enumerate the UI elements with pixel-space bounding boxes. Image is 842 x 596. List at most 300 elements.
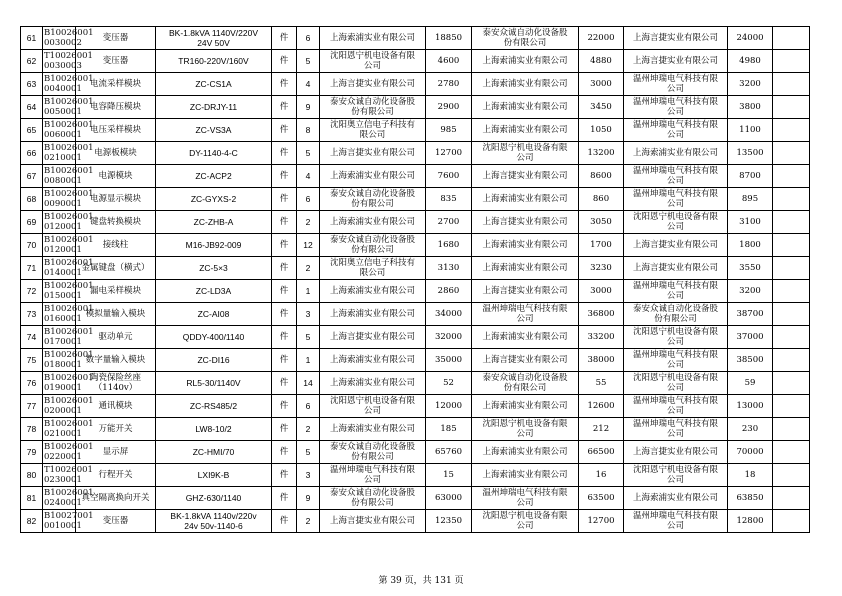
- model-spec-cell: GHZ-630/1140: [156, 487, 272, 510]
- unit-cell: 件: [272, 418, 297, 441]
- supplier-3-cell: 上海索浦实业有限公司: [624, 142, 728, 165]
- table-row: [21, 303, 810, 326]
- supplier-3-cell: 温州坤瑞电气科技有限 公司: [624, 165, 728, 188]
- price-1-cell: 985: [426, 119, 472, 142]
- supplier-2-cell: 上海言捷实业有限公司: [472, 211, 579, 234]
- item-name-cell: 通讯模块: [76, 395, 156, 418]
- item-name-cell: 陶瓷保险丝座 （1140v）: [76, 372, 156, 395]
- price-2-cell: 4880: [579, 50, 624, 73]
- price-3-cell: 18: [728, 464, 773, 487]
- price-2-cell: 3000: [579, 280, 624, 303]
- row-number-cell: 81: [21, 487, 43, 510]
- price-3-cell: 1800: [728, 234, 773, 257]
- unit-cell: 件: [272, 142, 297, 165]
- supplier-3-cell: 沈阳恩宁机电设备有限 公司: [624, 211, 728, 234]
- supplier-2-cell: 泰安众诚自动化设备股 份有限公司: [472, 372, 579, 395]
- supplier-3-cell: 上海言捷实业有限公司: [624, 234, 728, 257]
- price-2-cell: 3050: [579, 211, 624, 234]
- row-number-cell: 63: [21, 73, 43, 96]
- supplier-3-cell: 温州坤瑞电气科技有限 公司: [624, 349, 728, 372]
- table-row: [21, 280, 810, 303]
- item-name-cell: 显示屏: [76, 441, 156, 464]
- blank-cell: [773, 188, 810, 211]
- supplier-1-cell: 泰安众诚自动化设备股 份有限公司: [320, 487, 426, 510]
- page-number-footer: 第 39 页，共 131 页: [378, 576, 464, 586]
- price-2-cell: 16: [579, 464, 624, 487]
- row-number-cell: 77: [21, 395, 43, 418]
- price-1-cell: 2700: [426, 211, 472, 234]
- supplier-1-cell: 上海言捷实业有限公司: [320, 326, 426, 349]
- model-spec-cell: ZC-ZHB-A: [156, 211, 272, 234]
- quantity-cell: 14: [297, 372, 320, 395]
- table-row: [21, 50, 810, 73]
- blank-cell: [773, 441, 810, 464]
- blank-cell: [773, 418, 810, 441]
- material-code-cell: B10026001 0090001: [44, 189, 94, 209]
- blank-cell: [773, 119, 810, 142]
- supplier-2-cell: 沈阳恩宁机电设备有限 公司: [472, 510, 579, 533]
- item-name-cell: 电源模块: [76, 165, 156, 188]
- row-number-cell: 82: [21, 510, 43, 533]
- price-3-cell: 24000: [728, 27, 773, 50]
- quantity-cell: 5: [297, 441, 320, 464]
- table-row: [21, 211, 810, 234]
- unit-cell: 件: [272, 73, 297, 96]
- table-row: [21, 73, 810, 96]
- price-1-cell: 18850: [426, 27, 472, 50]
- quantity-cell: 4: [297, 165, 320, 188]
- supplier-2-cell: 上海言捷实业有限公司: [472, 165, 579, 188]
- row-number-cell: 62: [21, 50, 43, 73]
- supplier-2-cell: 沈阳恩宁机电设备有限 公司: [472, 418, 579, 441]
- price-3-cell: 38500: [728, 349, 773, 372]
- quantity-cell: 5: [297, 142, 320, 165]
- model-spec-cell: M16-JB92-009: [156, 234, 272, 257]
- material-code-cell: B10026001 0220001: [44, 442, 94, 462]
- price-1-cell: 12700: [426, 142, 472, 165]
- model-spec-cell: BK-1.8kVA 1140v/220v 24v 50v-1140-6: [156, 510, 272, 533]
- model-spec-cell: ZC-DRJY-11: [156, 96, 272, 119]
- supplier-3-cell: 温州坤瑞电气科技有限 公司: [624, 188, 728, 211]
- price-1-cell: 52: [426, 372, 472, 395]
- supplier-2-cell: 温州坤瑞电气科技有限 公司: [472, 303, 579, 326]
- quantity-cell: 12: [297, 234, 320, 257]
- unit-cell: 件: [272, 441, 297, 464]
- price-1-cell: 4600: [426, 50, 472, 73]
- supplier-3-cell: 温州坤瑞电气科技有限 公司: [624, 119, 728, 142]
- supplier-1-cell: 沈阳奥立信电子科技有 限公司: [320, 257, 426, 280]
- table-row: [21, 326, 810, 349]
- unit-cell: 件: [272, 303, 297, 326]
- item-name-cell: 电源显示模块: [76, 188, 156, 211]
- quantity-cell: 5: [297, 326, 320, 349]
- supplier-1-cell: 上海言捷实业有限公司: [320, 73, 426, 96]
- material-code-cell: B10026001 0030002: [44, 28, 94, 48]
- supplier-2-cell: 上海言捷实业有限公司: [472, 280, 579, 303]
- supplier-3-cell: 温州坤瑞电气科技有限 公司: [624, 73, 728, 96]
- price-3-cell: 70000: [728, 441, 773, 464]
- item-name-cell: 真空隔离换向开关: [76, 487, 156, 510]
- item-name-cell: 数字量输入模块: [76, 349, 156, 372]
- unit-cell: 件: [272, 395, 297, 418]
- price-1-cell: 185: [426, 418, 472, 441]
- supplier-2-cell: 上海索浦实业有限公司: [472, 326, 579, 349]
- item-name-cell: 变压器: [76, 510, 156, 533]
- row-number-cell: 75: [21, 349, 43, 372]
- blank-cell: [773, 73, 810, 96]
- price-3-cell: 13000: [728, 395, 773, 418]
- price-1-cell: 1680: [426, 234, 472, 257]
- item-name-cell: 模拟量输入模块: [76, 303, 156, 326]
- unit-cell: 件: [272, 165, 297, 188]
- price-1-cell: 3130: [426, 257, 472, 280]
- price-2-cell: 63500: [579, 487, 624, 510]
- price-1-cell: 2900: [426, 96, 472, 119]
- row-number-cell: 70: [21, 234, 43, 257]
- table-row: [21, 441, 810, 464]
- blank-cell: [773, 280, 810, 303]
- quantity-cell: 9: [297, 96, 320, 119]
- unit-cell: 件: [272, 50, 297, 73]
- quantity-cell: 2: [297, 418, 320, 441]
- supplier-2-cell: 上海言捷实业有限公司: [472, 349, 579, 372]
- item-name-cell: 万能开关: [76, 418, 156, 441]
- blank-cell: [773, 464, 810, 487]
- model-spec-cell: ZC-RS485/2: [156, 395, 272, 418]
- blank-cell: [773, 165, 810, 188]
- quantity-cell: 4: [297, 73, 320, 96]
- unit-cell: 件: [272, 211, 297, 234]
- item-name-cell: 电压采样模块: [76, 119, 156, 142]
- material-code-cell: B10026001 0050001: [44, 97, 94, 117]
- price-1-cell: 32000: [426, 326, 472, 349]
- price-2-cell: 38000: [579, 349, 624, 372]
- item-name-cell: 驱动单元: [76, 326, 156, 349]
- price-3-cell: 4980: [728, 50, 773, 73]
- table-row: [21, 372, 810, 395]
- unit-cell: 件: [272, 119, 297, 142]
- unit-cell: 件: [272, 372, 297, 395]
- price-3-cell: 895: [728, 188, 773, 211]
- model-spec-cell: BK-1.8kVA 1140V/220V 24V 50V: [156, 27, 272, 50]
- model-spec-cell: ZC-HMI/70: [156, 441, 272, 464]
- row-number-cell: 78: [21, 418, 43, 441]
- price-2-cell: 1050: [579, 119, 624, 142]
- supplier-2-cell: 上海索浦实业有限公司: [472, 464, 579, 487]
- material-code-cell: B10026001 0180001: [44, 350, 94, 370]
- item-name-cell: 电流采样模块: [76, 73, 156, 96]
- item-name-cell: 接线柱: [76, 234, 156, 257]
- quantity-cell: 9: [297, 487, 320, 510]
- model-spec-cell: TR160-220V/160V: [156, 50, 272, 73]
- table-body: [21, 27, 810, 533]
- quantity-cell: 1: [297, 349, 320, 372]
- material-code-cell: B10027001 0010001: [44, 511, 94, 531]
- material-code-cell: B10026001 0060001: [44, 120, 94, 140]
- supplier-3-cell: 温州坤瑞电气科技有限 公司: [624, 395, 728, 418]
- price-1-cell: 34000: [426, 303, 472, 326]
- supplier-1-cell: 上海索浦实业有限公司: [320, 165, 426, 188]
- supplier-1-cell: 上海索浦实业有限公司: [320, 211, 426, 234]
- quantity-cell: 3: [297, 303, 320, 326]
- supplier-1-cell: 上海索浦实业有限公司: [320, 418, 426, 441]
- supplier-1-cell: 上海索浦实业有限公司: [320, 372, 426, 395]
- price-1-cell: 35000: [426, 349, 472, 372]
- price-1-cell: 15: [426, 464, 472, 487]
- model-spec-cell: ZC-LD3A: [156, 280, 272, 303]
- table-row: [21, 487, 810, 510]
- item-name-cell: 变压器: [76, 50, 156, 73]
- material-code-cell: B10026001 0120001: [44, 212, 94, 232]
- row-number-cell: 74: [21, 326, 43, 349]
- price-3-cell: 1100: [728, 119, 773, 142]
- item-name-cell: 电容降压模块: [76, 96, 156, 119]
- unit-cell: 件: [272, 96, 297, 119]
- material-code-cell: B10026001 0170001: [44, 327, 94, 347]
- supplier-3-cell: 上海言捷实业有限公司: [624, 257, 728, 280]
- table-row: [21, 464, 810, 487]
- blank-cell: [773, 372, 810, 395]
- price-3-cell: 230: [728, 418, 773, 441]
- supplier-1-cell: 上海索浦实业有限公司: [320, 280, 426, 303]
- supplier-3-cell: 温州坤瑞电气科技有限 公司: [624, 280, 728, 303]
- price-3-cell: 13500: [728, 142, 773, 165]
- price-1-cell: 835: [426, 188, 472, 211]
- price-2-cell: 12600: [579, 395, 624, 418]
- price-3-cell: 3800: [728, 96, 773, 119]
- price-3-cell: 37000: [728, 326, 773, 349]
- model-spec-cell: ZC-ACP2: [156, 165, 272, 188]
- table-row: [21, 119, 810, 142]
- row-number-cell: 64: [21, 96, 43, 119]
- item-name-cell: 漏电采样模块: [76, 280, 156, 303]
- row-number-cell: 79: [21, 441, 43, 464]
- blank-cell: [773, 487, 810, 510]
- supplier-2-cell: 上海索浦实业有限公司: [472, 395, 579, 418]
- supplier-3-cell: 沈阳恩宁机电设备有限 公司: [624, 372, 728, 395]
- blank-cell: [773, 234, 810, 257]
- material-code-cell: B10026001 0200001: [44, 396, 94, 416]
- quantity-cell: 5: [297, 50, 320, 73]
- price-1-cell: 12000: [426, 395, 472, 418]
- supplier-1-cell: 上海索浦实业有限公司: [320, 349, 426, 372]
- supplier-1-cell: 温州坤瑞电气科技有限 公司: [320, 464, 426, 487]
- row-number-cell: 65: [21, 119, 43, 142]
- material-code-cell: B10026001 0190001: [44, 373, 94, 393]
- quantity-cell: 1: [297, 280, 320, 303]
- row-number-cell: 67: [21, 165, 43, 188]
- row-number-cell: 72: [21, 280, 43, 303]
- supplier-1-cell: 上海言捷实业有限公司: [320, 510, 426, 533]
- price-2-cell: 8600: [579, 165, 624, 188]
- supplier-3-cell: 上海言捷实业有限公司: [624, 50, 728, 73]
- unit-cell: 件: [272, 257, 297, 280]
- material-code-cell: B10026001 0120001: [44, 235, 94, 255]
- price-2-cell: 212: [579, 418, 624, 441]
- price-3-cell: 3100: [728, 211, 773, 234]
- supplier-1-cell: 泰安众诚自动化设备股 份有限公司: [320, 96, 426, 119]
- price-2-cell: 3450: [579, 96, 624, 119]
- table-row: [21, 510, 810, 533]
- price-3-cell: 63850: [728, 487, 773, 510]
- model-spec-cell: ZC-5×3: [156, 257, 272, 280]
- supplier-1-cell: 泰安众诚自动化设备股 份有限公司: [320, 234, 426, 257]
- row-number-cell: 61: [21, 27, 43, 50]
- material-code-cell: B10026001 0210001: [44, 419, 94, 439]
- unit-cell: 件: [272, 188, 297, 211]
- row-number-cell: 73: [21, 303, 43, 326]
- unit-cell: 件: [272, 349, 297, 372]
- item-name-cell: 变压器: [76, 27, 156, 50]
- supplier-3-cell: 上海索浦实业有限公司: [624, 487, 728, 510]
- quantity-cell: 2: [297, 510, 320, 533]
- price-3-cell: 12800: [728, 510, 773, 533]
- material-code-cell: B10026001 0160001: [44, 304, 94, 324]
- supplier-3-cell: 温州坤瑞电气科技有限 公司: [624, 418, 728, 441]
- supplier-1-cell: 上海言捷实业有限公司: [320, 142, 426, 165]
- blank-cell: [773, 326, 810, 349]
- price-2-cell: 3000: [579, 73, 624, 96]
- supplier-1-cell: 沈阳恩宁机电设备有限 公司: [320, 395, 426, 418]
- price-2-cell: 66500: [579, 441, 624, 464]
- price-3-cell: 59: [728, 372, 773, 395]
- price-1-cell: 2780: [426, 73, 472, 96]
- table-row: [21, 257, 810, 280]
- table-row: [21, 27, 810, 50]
- unit-cell: 件: [272, 27, 297, 50]
- supplier-2-cell: 泰安众诚自动化设备股 份有限公司: [472, 27, 579, 50]
- price-3-cell: 3550: [728, 257, 773, 280]
- price-2-cell: 860: [579, 188, 624, 211]
- unit-cell: 件: [272, 234, 297, 257]
- supplier-2-cell: 上海索浦实业有限公司: [472, 96, 579, 119]
- model-spec-cell: RL5-30/1140V: [156, 372, 272, 395]
- quantity-cell: 6: [297, 188, 320, 211]
- supplier-3-cell: 上海言捷实业有限公司: [624, 27, 728, 50]
- table-row: [21, 142, 810, 165]
- table-row: [21, 418, 810, 441]
- blank-cell: [773, 50, 810, 73]
- price-2-cell: 12700: [579, 510, 624, 533]
- model-spec-cell: ZC-VS3A: [156, 119, 272, 142]
- supplier-3-cell: 沈阳恩宁机电设备有限 公司: [624, 464, 728, 487]
- price-3-cell: 38700: [728, 303, 773, 326]
- table-row: [21, 395, 810, 418]
- table-row: [21, 234, 810, 257]
- blank-cell: [773, 395, 810, 418]
- blank-cell: [773, 96, 810, 119]
- supplier-1-cell: 上海索浦实业有限公司: [320, 27, 426, 50]
- supplier-3-cell: 温州坤瑞电气科技有限 公司: [624, 510, 728, 533]
- quantity-cell: 8: [297, 119, 320, 142]
- material-code-cell: T10026001 0230001: [44, 465, 93, 485]
- blank-cell: [773, 257, 810, 280]
- price-1-cell: 65760: [426, 441, 472, 464]
- blank-cell: [773, 211, 810, 234]
- quantity-cell: 3: [297, 464, 320, 487]
- price-1-cell: 7600: [426, 165, 472, 188]
- price-2-cell: 33200: [579, 326, 624, 349]
- supplier-1-cell: 泰安众诚自动化设备股 份有限公司: [320, 441, 426, 464]
- price-1-cell: 63000: [426, 487, 472, 510]
- supplier-3-cell: 上海言捷实业有限公司: [624, 441, 728, 464]
- model-spec-cell: QDDY-400/1140: [156, 326, 272, 349]
- supplier-1-cell: 沈阳奥立信电子科技有 限公司: [320, 119, 426, 142]
- item-name-cell: 行程开关: [76, 464, 156, 487]
- supplier-2-cell: 上海索浦实业有限公司: [472, 234, 579, 257]
- supplier-2-cell: 上海索浦实业有限公司: [472, 257, 579, 280]
- row-number-cell: 76: [21, 372, 43, 395]
- row-number-cell: 71: [21, 257, 43, 280]
- model-spec-cell: ZC-DI16: [156, 349, 272, 372]
- table-row: [21, 188, 810, 211]
- blank-cell: [773, 349, 810, 372]
- item-name-cell: 键盘转换模块: [76, 211, 156, 234]
- quantity-cell: 6: [297, 27, 320, 50]
- unit-cell: 件: [272, 280, 297, 303]
- price-1-cell: 2860: [426, 280, 472, 303]
- table-row: [21, 349, 810, 372]
- price-2-cell: 22000: [579, 27, 624, 50]
- price-1-cell: 12350: [426, 510, 472, 533]
- price-3-cell: 3200: [728, 280, 773, 303]
- row-number-cell: 68: [21, 188, 43, 211]
- supplier-2-cell: 上海索浦实业有限公司: [472, 441, 579, 464]
- unit-cell: 件: [272, 326, 297, 349]
- table-row: [21, 165, 810, 188]
- blank-cell: [773, 27, 810, 50]
- row-number-cell: 80: [21, 464, 43, 487]
- price-3-cell: 3200: [728, 73, 773, 96]
- unit-cell: 件: [272, 510, 297, 533]
- supplier-2-cell: 上海索浦实业有限公司: [472, 188, 579, 211]
- price-2-cell: 36800: [579, 303, 624, 326]
- blank-cell: [773, 142, 810, 165]
- table-row: [21, 96, 810, 119]
- procurement-table: [20, 26, 810, 533]
- unit-cell: 件: [272, 487, 297, 510]
- material-code-cell: B10026001 0210001: [44, 143, 94, 163]
- supplier-3-cell: 沈阳恩宁机电设备有限 公司: [624, 326, 728, 349]
- quantity-cell: 2: [297, 211, 320, 234]
- model-spec-cell: ZC-AI08: [156, 303, 272, 326]
- model-spec-cell: ZC-GYXS-2: [156, 188, 272, 211]
- model-spec-cell: LW8-10/2: [156, 418, 272, 441]
- price-2-cell: 55: [579, 372, 624, 395]
- row-number-cell: 69: [21, 211, 43, 234]
- model-spec-cell: DY-1140-4-C: [156, 142, 272, 165]
- material-code-cell: B10026001 0080001: [44, 166, 94, 186]
- supplier-1-cell: 沈阳恩宁机电设备有限 公司: [320, 50, 426, 73]
- model-spec-cell: LXI9K-B: [156, 464, 272, 487]
- supplier-2-cell: 上海索浦实业有限公司: [472, 50, 579, 73]
- material-code-cell: T10026001 0030003: [44, 51, 93, 71]
- quantity-cell: 6: [297, 395, 320, 418]
- supplier-2-cell: 上海索浦实业有限公司: [472, 73, 579, 96]
- price-2-cell: 1700: [579, 234, 624, 257]
- blank-cell: [773, 510, 810, 533]
- material-code-cell: B10026001 0150001: [44, 281, 94, 301]
- blank-cell: [773, 303, 810, 326]
- price-2-cell: 3230: [579, 257, 624, 280]
- model-spec-cell: ZC-CS1A: [156, 73, 272, 96]
- material-code-cell: B10026001 0040001: [44, 74, 94, 94]
- price-3-cell: 8700: [728, 165, 773, 188]
- price-2-cell: 13200: [579, 142, 624, 165]
- row-number-cell: 66: [21, 142, 43, 165]
- supplier-2-cell: 沈阳恩宁机电设备有限 公司: [472, 142, 579, 165]
- material-code-cell: B10026001 0140001: [44, 258, 94, 278]
